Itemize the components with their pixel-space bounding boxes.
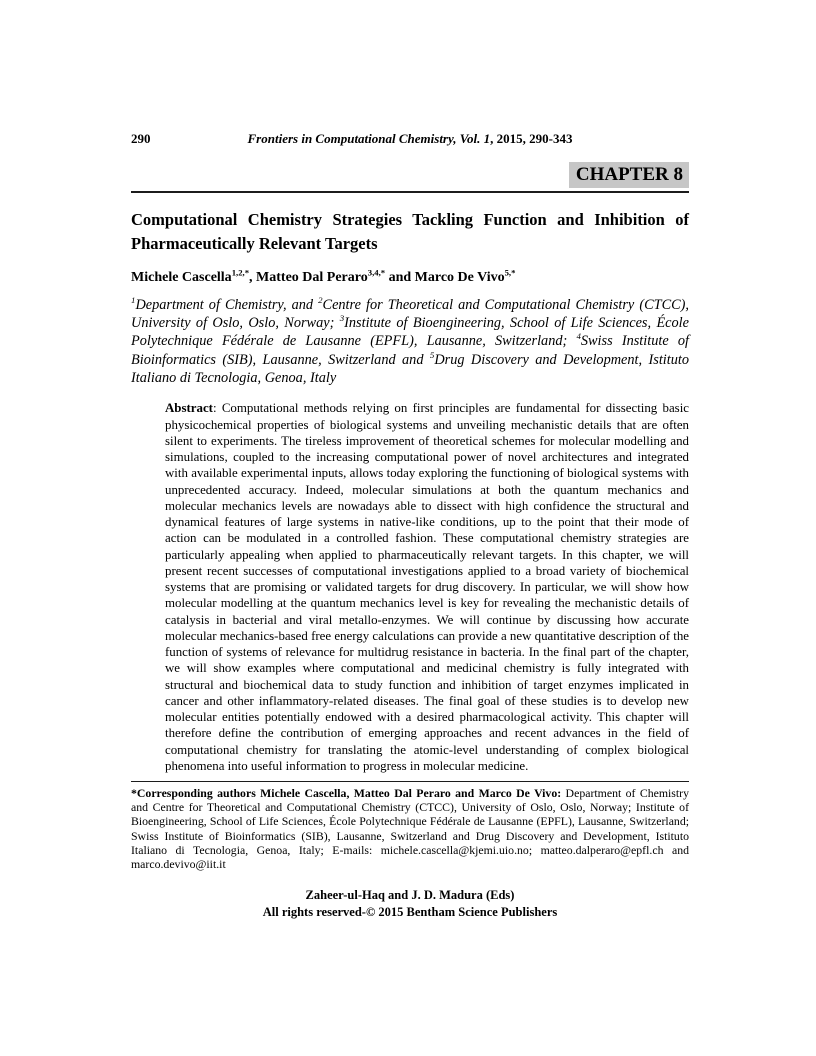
copyright-line: All rights reserved-© 2015 Bentham Science Publishers	[262, 905, 558, 920]
editors-line: Zaheer-ul-Haq and J. D. Madura (Eds)	[305, 887, 515, 902]
chapter-badge-row	[131, 162, 689, 188]
footnote-bold-lead: *Corresponding authors Michele Cascella, Matteo Dal Peraro and Marco De Vivo:	[131, 786, 562, 801]
journal-title-italic: Frontiers in Computational Chemistry, Vol. 1	[247, 131, 491, 146]
abstract-text: : Computational methods relying on first principles are fundamental for dissecting basic physicochemical properties of biological systems and unveiling mechanistic details that are often silent to experiments. The tireless improvement of theoretical schemes for molecular modelling and simulations, coupled to the increasing computational power of novel architectures and integrated with available experimental inputs, allows today exploring the functioning of biological systems with unprecedented accuracy. Indeed, molecular simulations at both the quantum mechanics and molecular mechanics levels are nowadays able to dissect with high confidence the structural and dynamical features of large systems in native-like conditions, up to the point that their mode of action can be modulated in a controlled fashion. These computational chemistry strategies are particularly appealing when applied to pharmaceutically relevant targets. In this chapter, we will present recent successes of computational investigations applied to a broad variety of biochemical systems that are promising or validated targets for drug discovery. In particular, we will show how molecular modelling at the quantum mechanics level is key for revealing the mechanistic details of catalysis in bacterial and viral metallo-enzymes. We will continue by discussing how accurate molecular mechanics-based free energy calculations can provide a new quantitative description of the function of systems of relevance for multidrug resistance in bacteria. In the final part of the chapter, we will show examples where computational and medicinal chemistry is fully integrated with structural and biochemical data to study function and inhibition of target enzymes implicated in cancer and other inflammatory-related diseases. The final goal of these studies is to develop new molecular entities potentially endowed with a desired pharmacological activity. This chapter will therefore define the contribution of emerging approaches and recent advances in the field of computational chemistry for translating the atomic-level understanding of complex biological phenomena into useful information to progress in molecular medicine.	[165, 401, 689, 773]
chapter-title: Computational Chemistry Strategies Tackling Function and Inhibition of Pharmaceutically Relevant Targets	[131, 210, 689, 254]
running-title	[131, 131, 689, 147]
page-header	[131, 131, 689, 148]
affiliations: $^1$Department of Chemistry, and $^2$Centre for Theoretical and Computational Chemistry (CTCC), University of Oslo, Oslo, Norway; $^3$Institute of Bioengineering, School of Life Sciences, École Polytechnique Fédérale de Lausanne (EPFL), Lausanne, Switzerland; $^4$Swiss Institute of Bioinformatics (SIB), Lausanne, Switzerland and $^5$Drug Discovery and Development, Istituto Italiano di Tecnologia, Genoa, Italy	[131, 295, 690, 386]
abstract-paragraph	[165, 400, 689, 774]
page-footer	[131, 887, 689, 922]
journal-title-rest: , 2015, 290-343	[490, 131, 573, 146]
chapter-badge: CHAPTER 8	[569, 162, 689, 188]
document-page	[131, 0, 689, 921]
corresponding-authors-footnote	[131, 786, 689, 871]
footnote-text: Department of Chemistry and Centre for Theoretical and Computational Chemistry (CTCC), University of Oslo, Oslo, Norway; Institute of Bioengineering, School of Life Sciences, École Polytechnique Fédérale de Lausanne (EPFL), Lausanne, Switzerland; Swiss Institute of Bioinformatics (SIB), Lausanne, Switzerland and Drug Discovery and Development, Istituto Italiano di Tecnologia, Genoa, Italy; E-mails: michele.cascella@kjemi.uio.no; matteo.dalperaro@epfl.ch and marco.devivo@iit.it	[131, 786, 689, 871]
abstract-label: Abstract	[165, 401, 213, 416]
authors-line: Michele Cascella$^{1,2,*}$, Matteo Dal Peraro$^{3,4,*}$ and Marco De Vivo$^{5,*}$	[131, 267, 516, 285]
header-rule	[131, 191, 689, 193]
page-number: 290	[131, 131, 151, 146]
footnote-rule	[131, 781, 689, 782]
